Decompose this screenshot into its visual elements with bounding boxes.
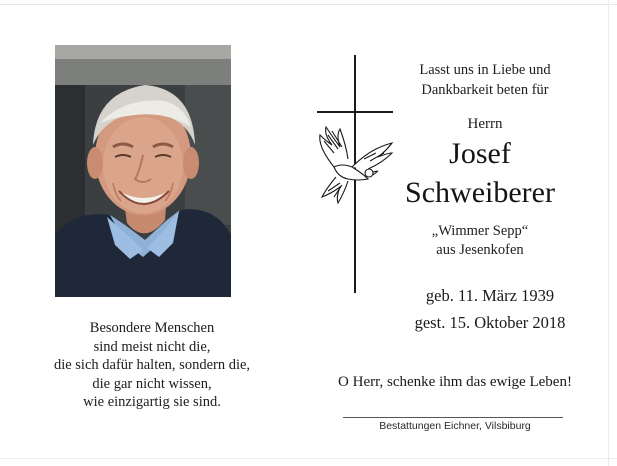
poem-line: sind meist nicht die, [93, 338, 211, 355]
salutation: Herrn [467, 116, 503, 132]
prayer: O Herr, schenke ihm das ewige Leben! [338, 374, 572, 390]
origin: aus Jesenkofen [436, 242, 524, 258]
card-edge-top [0, 4, 617, 5]
card-edge-right [608, 0, 609, 466]
portrait-photo [55, 45, 231, 297]
death-date: gest. 15. Oktober 2018 [414, 313, 566, 332]
poem [12, 319, 292, 412]
intro-line: Dankbarkeit beten für [421, 82, 549, 98]
last-name: Schweiberer [405, 176, 555, 209]
birth-date: geb. 11. März 1939 [425, 286, 555, 305]
nickname: „Wimmer Sepp“ [431, 223, 529, 239]
poem-line: die gar nicht wissen, [92, 375, 212, 392]
intro-text [390, 60, 580, 100]
poem-line: Besondere Menschen [89, 320, 215, 336]
nickname-block [380, 222, 580, 260]
life-dates [380, 282, 600, 336]
first-name: Josef [449, 137, 511, 170]
poem-line: wie einzigartig sie sind. [83, 394, 221, 410]
poem-line: die sich dafür halten, sondern die, [53, 357, 251, 373]
card-edge-bottom [0, 458, 617, 459]
footer-divider [343, 417, 563, 418]
funeral-home: Bestattungen Eichner, Vilsbiburg [379, 420, 531, 432]
intro-line: Lasst uns in Liebe und [419, 62, 551, 78]
